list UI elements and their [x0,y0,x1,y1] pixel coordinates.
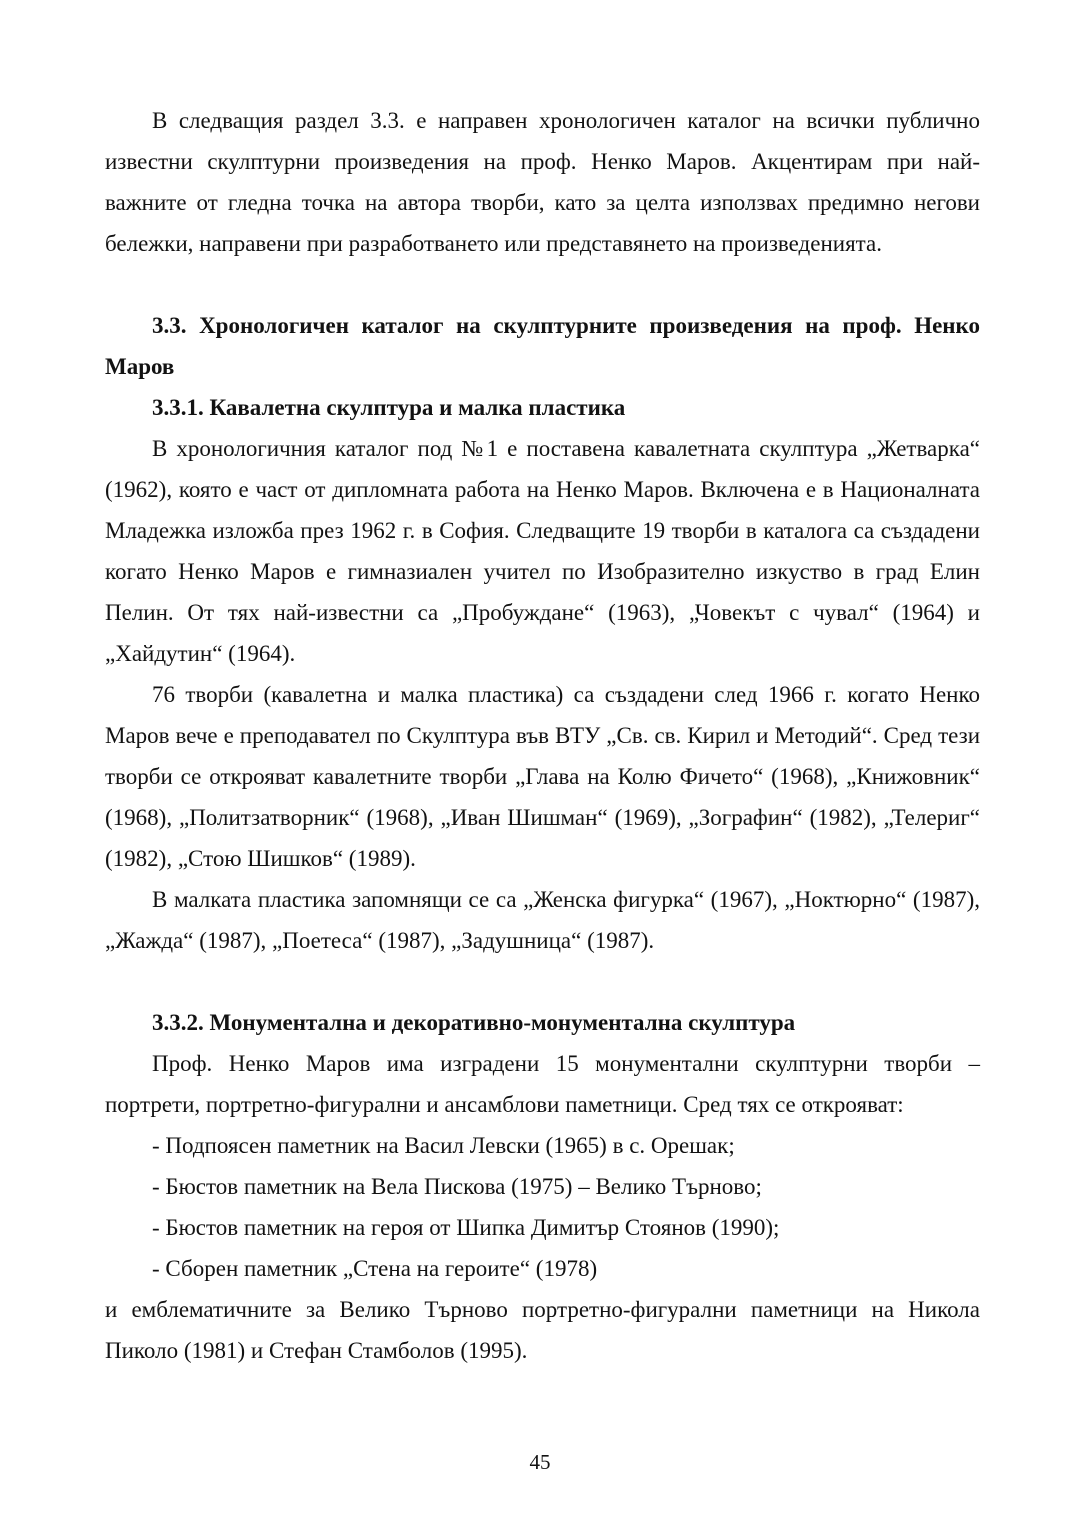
paragraph-monumental-intro: Проф. Ненко Маров има изградени 15 монументални скулптурни творби – портрети, портретно-фигурални и ансамблови паметници. Сред тях се открояват: [105,1051,980,1117]
section-3-3-heading: 3.3. Хронологичен каталог на скулптурните произведения на проф. Ненко Маров [105,313,980,379]
list-item-monument-piskova: - Бюстов паметник на Вела Пискова (1975) – Велико Търново; [152,1174,762,1199]
list-item-monument-stoyanov: - Бюстов паметник на героя от Шипка Димитър Стоянов (1990); [152,1215,780,1240]
section-3-3-2-heading: 3.3.2. Монументална и декоративно-монументална скулптура [152,1010,796,1035]
list-item-monument-wall-of-heroes: - Сборен паметник „Стена на героите“ (1978) [152,1256,598,1281]
intro-paragraph: В следващия раздел 3.3. е направен хронологичен каталог на всички публично известни скулптурни произведения на проф. Ненко Маров. Акцентирам при най-важните от гледна точка на автора творби, като за целта използвах предимно негови бележки, направени при разработването или представянето на произведенията. [105,108,980,256]
paragraph-works-after-1966: 76 творби (кавалетна и малка пластика) са създадени след 1966 г. когато Ненко Маров вече е преподавател по Скулптура във ВТУ „Св. св. Кирил и Методий“. Сред тези творби се открояват кавалетните творби „Глава на Колю Фичето“ (1968), „Книжовник“ (1968), „Политзатворник“ (1968), „Иван Шишман“ (1969), „Зографин“ (1982), „Телериг“ (1982), „Стою Шишков“ (1989). [105,682,980,871]
page-number: 45 [529,1450,551,1474]
list-item-monument-levski: - Подпоясен паметник на Васил Левски (1965) в с. Орешак; [152,1133,735,1158]
paragraph-monumental-closing: и емблематичните за Велико Търново портретно-фигурални паметници на Никола Пиколо (1981) и Стефан Стамболов (1995). [105,1297,980,1363]
paragraph-catalog-overview: В хронологичния каталог под №1 е поставена кавалетната скулптура „Жетварка“ (1962), която е част от дипломната работа на Ненко Маров. Включена е в Националната Младежка изложба през 1962 г. в София. Следващите 19 творби в каталога са създадени когато Ненко Маров е гимназиален учител по Изобразително изкуство в град Елин Пелин. От тях най-известни са „Пробуждане“ (1963), „Човекът с чувал“ (1964) и „Хайдутин“ (1964). [105,436,980,666]
paragraph-small-plastic: В малката пластика запомнящи се са „Женска фигурка“ (1967), „Ноктюрно“ (1987), „Жажда“ (1987), „Поетеса“ (1987), „Задушница“ (1987). [105,887,980,953]
section-3-3-1-heading: 3.3.1. Кавалетна скулптура и малка пластика [152,395,626,420]
